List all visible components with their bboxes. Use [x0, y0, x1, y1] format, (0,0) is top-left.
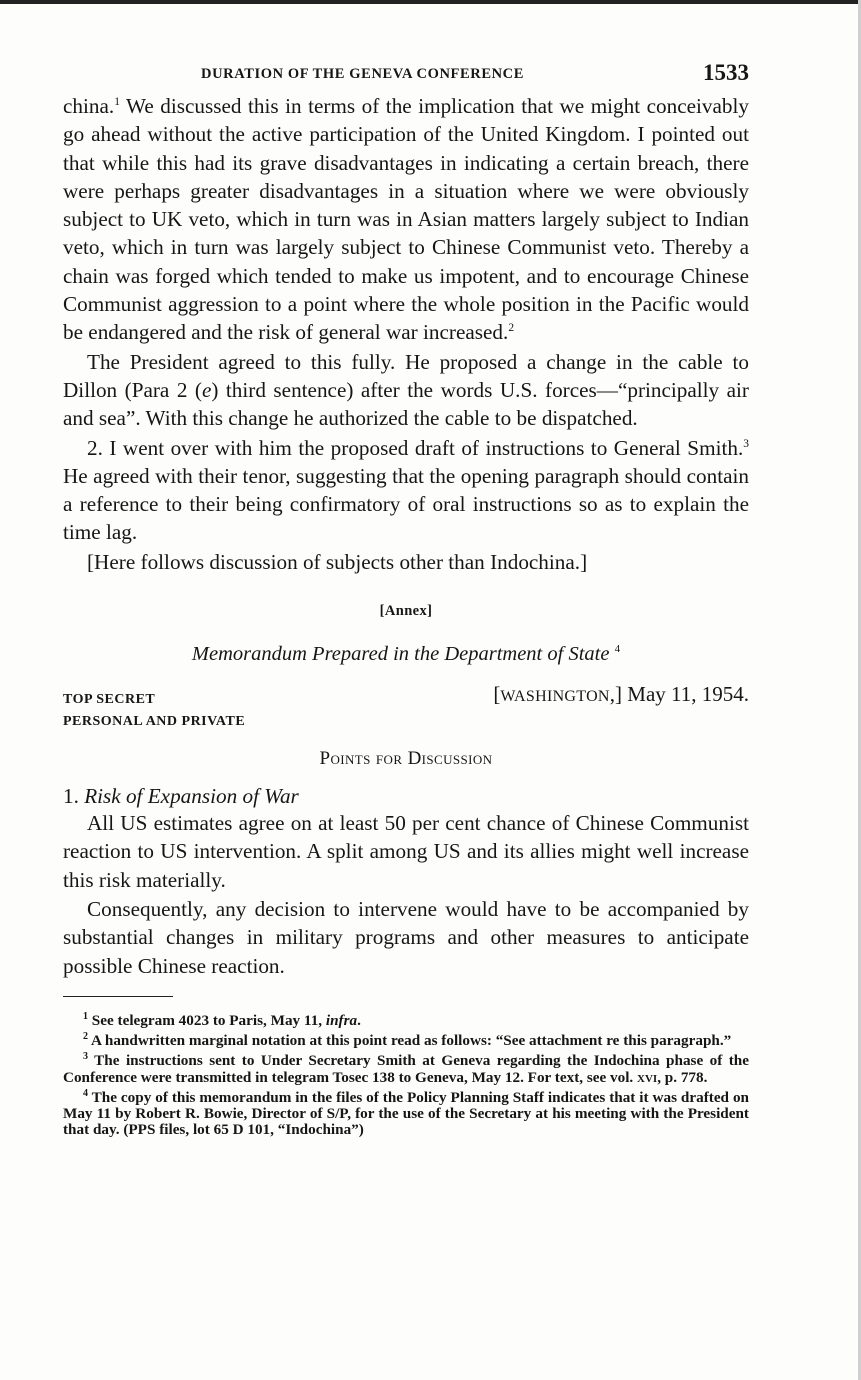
- paragraph-2-start: The President agreed to this fully. He proposed a change in the cable to Dillon (Para 2 (: [63, 349, 749, 402]
- document-page: [63, 58, 749, 1139]
- dateline: [493, 682, 749, 707]
- footnote-2-mark: 2: [83, 1031, 88, 1043]
- memo-title-text: Memorandum Prepared in the Department of State: [191, 643, 610, 666]
- footnote-rule: [63, 996, 173, 997]
- footnote-1-mark: 1: [83, 1010, 88, 1022]
- footnote-ref-4[interactable]: 4: [614, 643, 621, 656]
- classification: TOP SECRET: [63, 692, 156, 708]
- dateline-bracket: [: [493, 682, 501, 707]
- classification-row: [63, 682, 749, 710]
- footnote-3-text: The instructions sent to Under Secretary Smith at Geneva regarding the Indochina phase of the Conference were transmitted in telegram Tosec 138 to Geneva, May 12. For text, see vol.: [63, 1052, 749, 1086]
- footnote-1: [63, 1009, 749, 1029]
- editorial-note: [Here follows discussion of subjects other than Indochina.]: [87, 549, 588, 574]
- paragraph-2: [63, 348, 749, 433]
- footnote-4-text: The copy of this memorandum in the files of the Policy Planning Staff indicates that it was drafted on May 11 by Robert R. Bowie, Director of S/P, for the use of the Secretary at his meeting with the President that day. (PPS files, lot 65 D 101, “Indochina”): [63, 1088, 749, 1139]
- paragraph-1-start: china.: [63, 94, 115, 118]
- footnote-ref-3[interactable]: 3: [743, 437, 749, 450]
- footnote-3-mark: 3: [83, 1051, 88, 1063]
- section-1-title: Risk of Expansion of War: [84, 784, 299, 809]
- footnote-ref-1[interactable]: 1: [114, 95, 120, 108]
- footnotes: [63, 1009, 749, 1139]
- paragraph-3: [63, 434, 749, 547]
- paragraph-2-em: e: [201, 377, 212, 402]
- footnote-1-em: infra: [325, 1011, 358, 1029]
- section-1-paragraph-2: Consequently, any decision to intervene would have to be accompanied by substantial changes in military programs and other measures to anticipate possible Chinese reaction.: [63, 896, 749, 978]
- page-top-border: [0, 0, 861, 4]
- paragraph-3-text: He agreed with their tenor, suggesting that the opening paragraph should contain a reference to their being confirmatory of oral instructions so as to explain the time lag.: [63, 463, 749, 545]
- footnote-1-end: .: [357, 1011, 361, 1029]
- dateline-place: WASHINGTON: [500, 688, 610, 706]
- footnote-4-mark: 4: [83, 1087, 88, 1099]
- page-header: [63, 58, 749, 92]
- paragraph-2-text: ) third sentence) after the words U.S. forces—“principally air and sea”. With this change he authorized the cable to be dispatched.: [63, 377, 749, 431]
- footnote-3-volume: xvi: [637, 1068, 658, 1086]
- section-1-paragraph-1: All US estimates agree on at least 50 per cent chance of Chinese Communist reaction to US intervention. A split among US and its allies might well increase this risk materially.: [63, 811, 749, 892]
- footnote-3-end: , p. 778.: [657, 1068, 708, 1086]
- footnote-3: [63, 1049, 749, 1085]
- section-1-heading: [63, 784, 749, 809]
- running-head: DURATION OF THE GENEVA CONFERENCE: [201, 66, 525, 82]
- footnote-2-text: A handwritten marginal notation at this point read as follows: “See attachment re this paragraph.”: [88, 1032, 732, 1050]
- points-heading: [63, 748, 749, 770]
- handling-caveat: PERSONAL AND PRIVATE: [63, 714, 246, 730]
- page-number: 1533: [703, 60, 749, 85]
- annex-label: [Annex]: [379, 603, 433, 620]
- footnote-4: [63, 1086, 749, 1139]
- dateline-date: ,] May 11, 1954.: [609, 682, 749, 707]
- paragraph-1: [63, 92, 749, 347]
- footnote-2: [63, 1029, 749, 1049]
- section-1-number: 1.: [63, 784, 79, 809]
- footnote-ref-2[interactable]: 2: [508, 322, 515, 335]
- points-heading-text: Points for Discussion: [319, 748, 493, 770]
- memo-title: [63, 643, 749, 666]
- paragraph-3-start: 2. I went over with him the proposed draft of instructions to General Smith.: [87, 435, 744, 460]
- paragraph-1-text: We discussed this in terms of the implication that we might conceivably go ahead without the active participation of the United Kingdom. I pointed out that while this had its grave disadvantages in indicating a certain breach, there were perhaps greater disadvantages in a situation where we were obviously subject to UK veto, which in turn was in Asian matters largely subject to Indian veto, which in turn was largely subject to Chinese Communist veto. Thereby a chain was forged which tended to make us impotent, and to encourage Chinese Communist aggression to a point where the whole position in the Pacific would be endangered and the risk of general war increased.: [63, 94, 749, 345]
- footnote-1-text: See telegram 4023 to Paris, May 11,: [88, 1011, 326, 1029]
